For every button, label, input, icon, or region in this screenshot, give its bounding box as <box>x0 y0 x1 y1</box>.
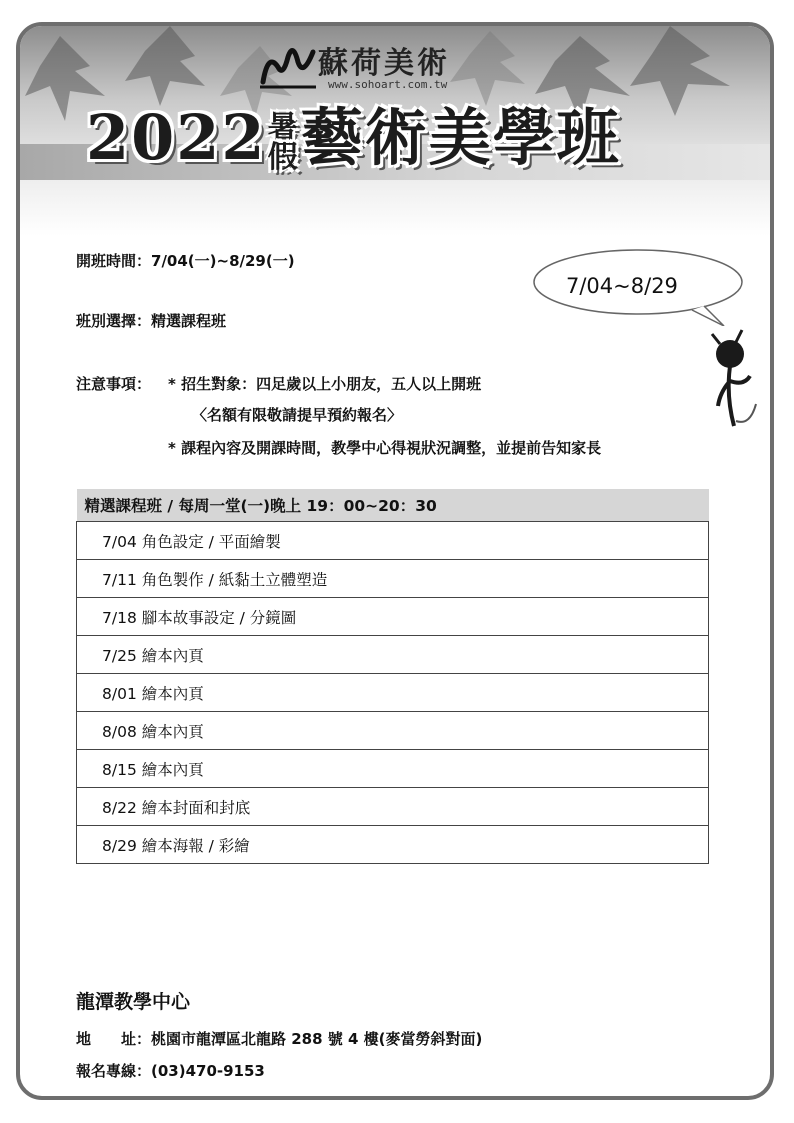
center-name: 龍潭教學中心 <box>76 991 191 1013</box>
schedule-header-row <box>77 489 709 522</box>
schedule-item: 8/22 繪本封面和封底 <box>77 788 709 826</box>
table-row <box>77 674 709 712</box>
table-row <box>77 522 709 560</box>
table-row <box>77 826 709 864</box>
bubble-dates: 7/04~8/29 <box>566 274 678 298</box>
schedule-header: 精選課程班 / 每周一堂(一)晚上 19：00~20：30 <box>77 489 709 522</box>
ink-character-icon <box>706 326 762 436</box>
poster-title <box>86 88 621 177</box>
schedule-item: 8/08 繪本內頁 <box>77 712 709 750</box>
period-line: 開班時間：7/04(一)~8/29(一) <box>76 252 295 270</box>
table-row <box>77 598 709 636</box>
table-row <box>77 636 709 674</box>
title-season-bottom: 假 <box>267 140 300 175</box>
schedule-item: 8/29 繪本海報 / 彩繪 <box>77 826 709 864</box>
schedule-table <box>76 489 709 864</box>
table-row <box>77 788 709 826</box>
phone-line: 報名專線：(03)470-9153 <box>76 1062 265 1080</box>
notes-label: 注意事項： <box>76 375 152 393</box>
schedule-item: 7/04 角色設定 / 平面繪製 <box>77 522 709 560</box>
brand-url: www.sohoart.com.tw <box>328 78 448 91</box>
address-line: 地 址：桃園市龍潭區北龍路 288 號 4 樓(麥當勞斜對面) <box>76 1030 483 1048</box>
note-2: * 課程內容及開課時間，教學中心得視狀況調整，並提前告知家長 <box>168 439 602 457</box>
title-season <box>267 110 301 175</box>
schedule-item: 7/18 腳本故事設定 / 分鏡圖 <box>77 598 709 636</box>
note-1: * 招生對象：四足歲以上小朋友，五人以上開班 <box>168 375 482 393</box>
title-season-top: 暑 <box>267 110 300 145</box>
schedule-item: 7/25 繪本內頁 <box>77 636 709 674</box>
note-1-sub: 〈名額有限敬請提早預約報名〉 <box>192 406 403 424</box>
table-row <box>77 712 709 750</box>
title-year: 2022 <box>86 101 267 174</box>
schedule-item: 8/01 繪本內頁 <box>77 674 709 712</box>
brand-name: 蘇荷美術 <box>318 46 450 81</box>
schedule-item: 8/15 繪本內頁 <box>77 750 709 788</box>
schedule-item: 7/11 角色製作 / 紙黏土立體塑造 <box>77 560 709 598</box>
table-row <box>77 560 709 598</box>
table-row <box>77 750 709 788</box>
class-type-line: 班別選擇：精選課程班 <box>76 312 227 330</box>
title-rest: 藝術美學班 <box>300 101 621 174</box>
brush-logo-icon <box>258 42 318 92</box>
